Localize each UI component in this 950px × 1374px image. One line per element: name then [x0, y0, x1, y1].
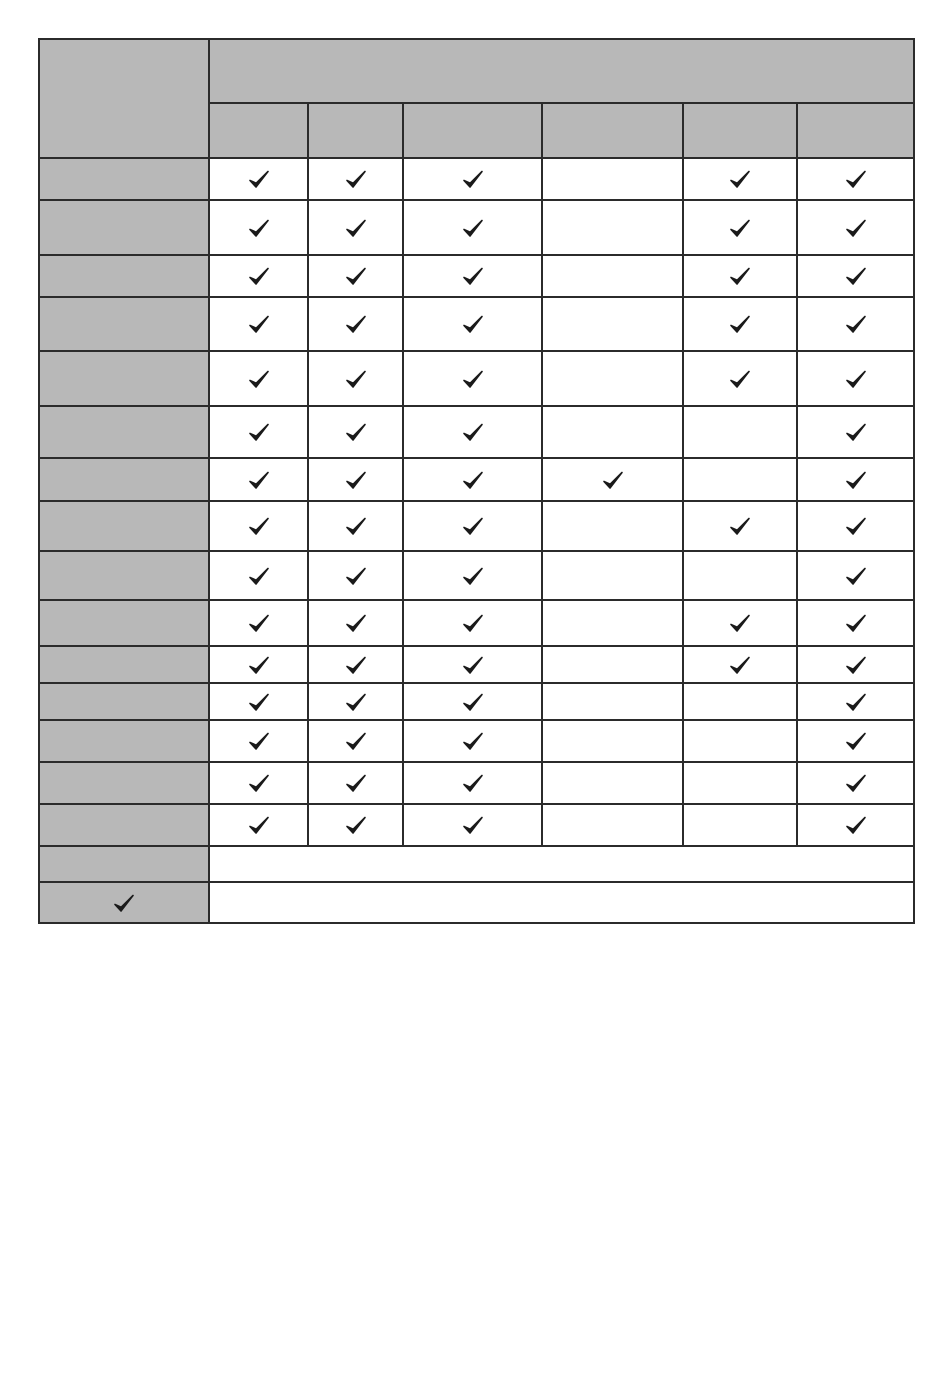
table-cell — [308, 158, 403, 200]
checkmark-icon — [461, 514, 485, 538]
footer-row — [39, 846, 914, 882]
row-label — [39, 720, 209, 762]
table-cell — [403, 720, 542, 762]
table-cell — [683, 501, 797, 551]
table-cell — [797, 720, 914, 762]
table-cell — [542, 646, 683, 683]
checkmark-icon — [728, 167, 752, 191]
checkmark-icon — [247, 564, 271, 588]
table-cell — [797, 200, 914, 255]
checkmark-icon — [247, 653, 271, 677]
checkmark-icon — [247, 367, 271, 391]
table-cell — [542, 297, 683, 351]
checkmark-icon — [247, 771, 271, 795]
table-cell — [683, 646, 797, 683]
row-label — [39, 762, 209, 804]
table-cell — [683, 351, 797, 406]
table-cell — [542, 551, 683, 600]
table-cell — [403, 255, 542, 297]
checkmark-icon — [844, 564, 868, 588]
checkmark-icon — [844, 167, 868, 191]
row-label — [39, 200, 209, 255]
table-cell — [403, 646, 542, 683]
table-cell — [403, 762, 542, 804]
table-cell — [683, 458, 797, 501]
table-cell — [542, 804, 683, 846]
table-cell — [308, 762, 403, 804]
table-cell — [209, 158, 308, 200]
table-cell — [209, 720, 308, 762]
table-cell — [209, 200, 308, 255]
checkmark-icon — [844, 514, 868, 538]
header-corner-cell — [39, 39, 209, 158]
table-cell — [209, 646, 308, 683]
table-cell — [542, 600, 683, 646]
table-cell — [683, 804, 797, 846]
checkmark-icon — [844, 653, 868, 677]
table-cell — [683, 720, 797, 762]
checkmark-icon — [344, 312, 368, 336]
checkmark-icon — [461, 564, 485, 588]
table-cell — [542, 501, 683, 551]
checkmark-icon — [247, 611, 271, 635]
checkmark-icon — [728, 514, 752, 538]
table-row — [39, 158, 914, 200]
table-cell — [683, 158, 797, 200]
checkmark-icon — [728, 312, 752, 336]
table-cell — [209, 297, 308, 351]
checkmark-icon — [344, 216, 368, 240]
checkmark-icon — [247, 729, 271, 753]
row-label — [39, 600, 209, 646]
checkmark-icon — [247, 690, 271, 714]
table-cell — [403, 351, 542, 406]
table-cell — [683, 551, 797, 600]
table-cell — [797, 458, 914, 501]
table-cell — [542, 458, 683, 501]
table-cell — [797, 600, 914, 646]
row-label — [39, 255, 209, 297]
table-cell — [403, 804, 542, 846]
checkmark-icon — [728, 216, 752, 240]
checkmark-icon — [247, 167, 271, 191]
checkmark-icon — [344, 771, 368, 795]
header-row-group — [39, 39, 914, 103]
table-cell — [308, 600, 403, 646]
checkmark-icon — [247, 813, 271, 837]
checkmark-icon — [728, 367, 752, 391]
table-row — [39, 351, 914, 406]
checkmark-icon — [344, 468, 368, 492]
checkmark-icon — [344, 264, 368, 288]
table-cell — [683, 200, 797, 255]
checkmark-icon — [461, 167, 485, 191]
table-cell — [209, 762, 308, 804]
table-cell — [209, 351, 308, 406]
table-cell — [308, 297, 403, 351]
table-cell — [542, 255, 683, 297]
table-cell — [209, 406, 308, 458]
table-cell — [683, 255, 797, 297]
table-cell — [403, 600, 542, 646]
table-row — [39, 501, 914, 551]
table-cell — [797, 158, 914, 200]
table-cell — [797, 762, 914, 804]
table-cell — [403, 406, 542, 458]
row-label — [39, 458, 209, 501]
table-cell — [209, 600, 308, 646]
checkmark-icon — [844, 611, 868, 635]
table-cell — [797, 683, 914, 720]
table-cell — [209, 255, 308, 297]
table-cell — [542, 720, 683, 762]
table-cell — [797, 297, 914, 351]
table-cell — [308, 720, 403, 762]
checkmark-icon — [461, 264, 485, 288]
table-cell — [542, 351, 683, 406]
row-label — [39, 804, 209, 846]
table-row — [39, 720, 914, 762]
table-cell — [683, 297, 797, 351]
table-cell — [797, 804, 914, 846]
compatibility-table — [38, 38, 915, 924]
table-cell — [308, 551, 403, 600]
checkmark-icon — [844, 771, 868, 795]
footer-row — [39, 882, 914, 923]
table-cell — [683, 600, 797, 646]
table-cell — [542, 762, 683, 804]
table-cell — [209, 804, 308, 846]
checkmark-icon — [844, 264, 868, 288]
table-cell — [403, 158, 542, 200]
checkmark-icon — [601, 468, 625, 492]
checkmark-icon — [247, 312, 271, 336]
row-label — [39, 406, 209, 458]
checkmark-icon — [461, 611, 485, 635]
checkmark-icon — [344, 813, 368, 837]
table-row — [39, 646, 914, 683]
checkmark-icon — [844, 813, 868, 837]
checkmark-icon — [247, 264, 271, 288]
table-cell — [683, 762, 797, 804]
table-cell — [308, 458, 403, 501]
column-header — [683, 103, 797, 158]
table-cell — [403, 200, 542, 255]
checkmark-icon — [344, 729, 368, 753]
row-label — [39, 551, 209, 600]
checkmark-icon — [461, 468, 485, 492]
table-row — [39, 804, 914, 846]
checkmark-icon — [461, 813, 485, 837]
table-cell — [209, 501, 308, 551]
table-cell — [403, 458, 542, 501]
table-cell — [797, 351, 914, 406]
checkmark-icon — [247, 514, 271, 538]
column-header — [209, 103, 308, 158]
checkmark-icon — [461, 771, 485, 795]
table-cell — [683, 406, 797, 458]
table-row — [39, 762, 914, 804]
checkmark-icon — [844, 420, 868, 444]
row-label — [39, 351, 209, 406]
table-cell — [542, 406, 683, 458]
checkmark-icon — [844, 690, 868, 714]
table-cell — [308, 683, 403, 720]
checkmark-icon — [461, 729, 485, 753]
table-row — [39, 200, 914, 255]
table-row — [39, 406, 914, 458]
table-cell — [308, 501, 403, 551]
checkmark-icon — [344, 420, 368, 444]
checkmark-icon — [344, 653, 368, 677]
table-row — [39, 551, 914, 600]
table-cell — [308, 200, 403, 255]
table-cell — [797, 646, 914, 683]
row-label — [39, 297, 209, 351]
table-cell — [308, 646, 403, 683]
checkmark-icon — [247, 468, 271, 492]
table-cell — [209, 458, 308, 501]
column-header — [308, 103, 403, 158]
footer-note — [209, 846, 914, 882]
checkmark-icon — [844, 312, 868, 336]
checkmark-icon — [344, 690, 368, 714]
checkmark-icon — [461, 367, 485, 391]
checkmark-icon — [728, 611, 752, 635]
table-row — [39, 600, 914, 646]
header-group-cell — [209, 39, 914, 103]
table-cell — [403, 501, 542, 551]
checkmark-icon — [344, 367, 368, 391]
table-cell — [542, 683, 683, 720]
table-row — [39, 458, 914, 501]
column-header — [542, 103, 683, 158]
checkmark-icon — [344, 514, 368, 538]
column-header — [403, 103, 542, 158]
checkmark-icon — [461, 653, 485, 677]
checkmark-icon — [112, 891, 136, 915]
legend-key-cell — [39, 882, 209, 923]
table-cell — [403, 683, 542, 720]
table-cell — [683, 683, 797, 720]
table-cell — [797, 501, 914, 551]
row-label — [39, 646, 209, 683]
footer-note — [209, 882, 914, 923]
table-cell — [542, 200, 683, 255]
checkmark-icon — [461, 690, 485, 714]
table-cell — [209, 551, 308, 600]
table-cell — [797, 255, 914, 297]
checkmark-icon — [344, 611, 368, 635]
checkmark-icon — [461, 420, 485, 444]
checkmark-icon — [844, 468, 868, 492]
table-cell — [797, 551, 914, 600]
checkmark-icon — [844, 367, 868, 391]
row-label — [39, 158, 209, 200]
row-label — [39, 683, 209, 720]
column-header — [797, 103, 914, 158]
checkmark-icon — [247, 420, 271, 444]
table-cell — [542, 158, 683, 200]
checkmark-icon — [461, 312, 485, 336]
checkmark-icon — [728, 653, 752, 677]
checkmark-icon — [344, 167, 368, 191]
checkmark-icon — [344, 564, 368, 588]
table-cell — [209, 683, 308, 720]
table-cell — [403, 551, 542, 600]
table-cell — [308, 255, 403, 297]
footer-label — [39, 846, 209, 882]
table-cell — [308, 351, 403, 406]
checkmark-icon — [461, 216, 485, 240]
table-cell — [403, 297, 542, 351]
table-cell — [308, 804, 403, 846]
table-row — [39, 683, 914, 720]
checkmark-icon — [844, 729, 868, 753]
table-cell — [797, 406, 914, 458]
row-label — [39, 501, 209, 551]
table-row — [39, 297, 914, 351]
table-row — [39, 255, 914, 297]
table-cell — [308, 406, 403, 458]
checkmark-icon — [247, 216, 271, 240]
checkmark-icon — [728, 264, 752, 288]
checkmark-icon — [844, 216, 868, 240]
